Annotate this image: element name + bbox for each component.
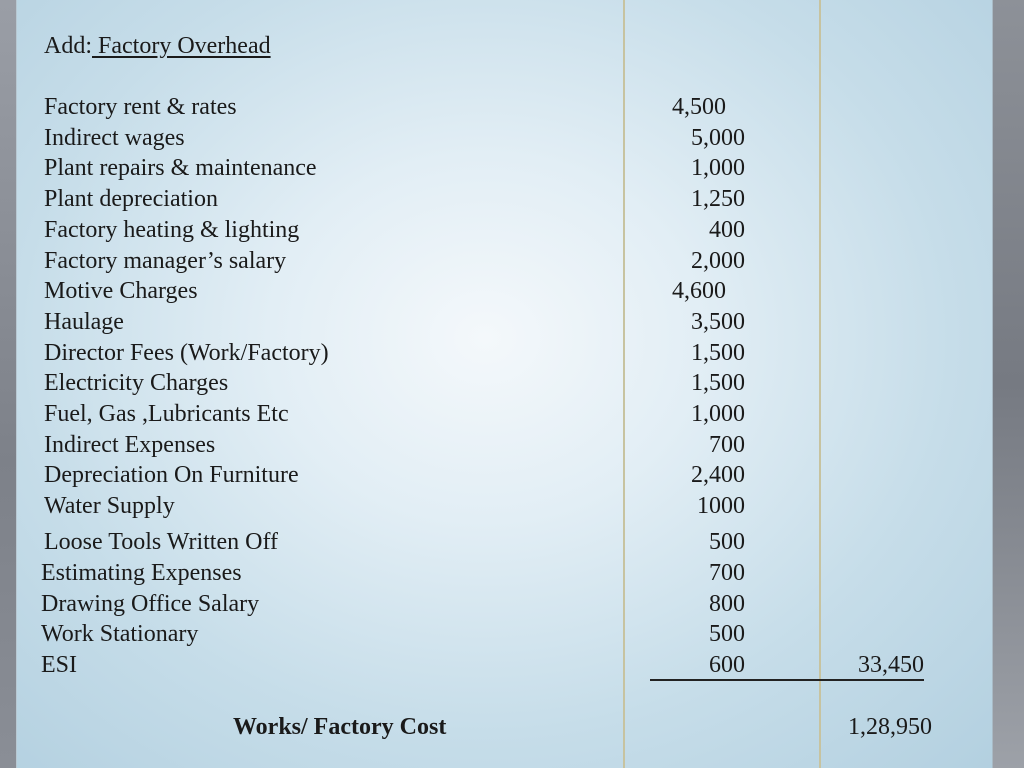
item-amount: 400 (709, 217, 745, 243)
item-amount: 2,400 (691, 462, 745, 488)
item-label: Drawing Office Salary (41, 591, 260, 617)
item-amount: 1,250 (691, 186, 745, 212)
heading-title: Factory Overhead (92, 33, 271, 59)
left-frame-edge (0, 0, 16, 768)
overhead-total: 33,450 (858, 652, 924, 678)
item-amount: 1,500 (691, 340, 745, 366)
item-amount: 700 (709, 560, 745, 586)
item-label: ESI (41, 652, 77, 678)
item-amount: 600 (709, 652, 745, 678)
column-divider-1 (623, 0, 625, 768)
item-amount: 4,600 (672, 278, 726, 304)
heading-prefix: Add: (44, 33, 92, 59)
item-amount: 3,500 (691, 309, 745, 335)
item-amount: 1,500 (691, 370, 745, 396)
item-label: Plant repairs & maintenance (44, 155, 317, 181)
item-amount: 5,000 (691, 125, 745, 151)
item-label: Water Supply (44, 493, 175, 519)
section-heading (44, 31, 271, 61)
item-label: Factory heating & lighting (44, 217, 300, 243)
item-label: Director Fees (Work/Factory) (44, 340, 329, 366)
item-amount: 500 (709, 621, 745, 647)
item-label: Electricity Charges (44, 370, 229, 396)
item-amount: 2,000 (691, 248, 745, 274)
works-cost-amount: 1,28,950 (848, 714, 932, 740)
item-label: Plant depreciation (44, 186, 218, 212)
item-amount: 800 (709, 591, 745, 617)
item-label: Haulage (44, 309, 124, 335)
item-amount: 1000 (697, 493, 745, 519)
item-label: Indirect Expenses (44, 432, 216, 458)
item-label: Factory manager’s salary (44, 248, 287, 274)
item-label: Work Stationary (41, 621, 199, 647)
item-label: Factory rent & rates (44, 94, 237, 120)
item-amount: 500 (709, 529, 745, 555)
item-amount: 1,000 (691, 401, 745, 427)
item-label: Estimating Expenses (41, 560, 242, 586)
item-amount: 700 (709, 432, 745, 458)
item-label: Fuel, Gas ,Lubricants Etc (44, 401, 289, 427)
item-amount: 1,000 (691, 155, 745, 181)
right-frame-edge (991, 0, 1024, 768)
item-label: Loose Tools Written Off (44, 529, 278, 555)
item-label: Motive Charges (44, 278, 198, 304)
slide (16, 0, 993, 768)
works-cost-label: Works/ Factory Cost (233, 714, 447, 740)
item-amount: 4,500 (672, 94, 726, 120)
item-label: Depreciation On Furniture (44, 462, 299, 488)
item-label: Indirect wages (44, 125, 185, 151)
column-divider-2 (819, 0, 821, 768)
